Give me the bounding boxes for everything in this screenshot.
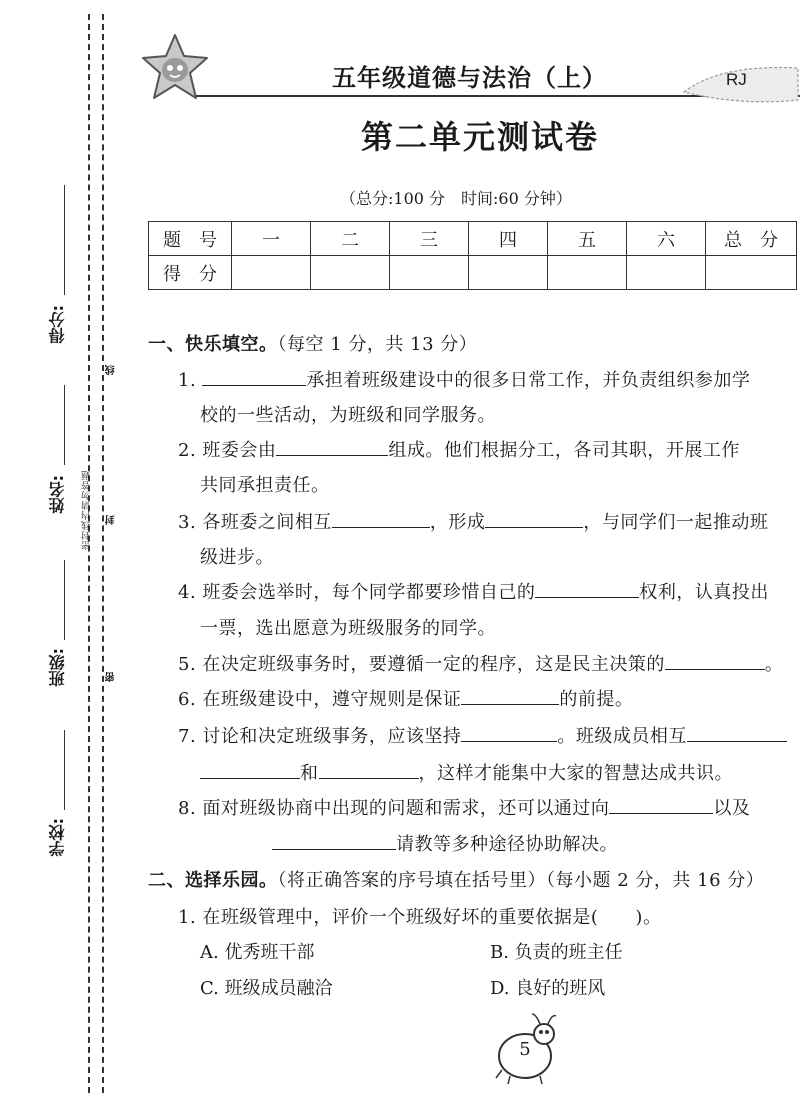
q8-blank-2[interactable] <box>272 831 396 850</box>
star-mascot-icon <box>140 32 210 104</box>
option-b[interactable]: B. 负责的班主任 <box>490 942 623 963</box>
q8-text-start: 8. 面对班级协商中出现的问题和需求，还可以通过向 <box>178 798 610 819</box>
binding-dashed-line-outer <box>88 14 90 1093</box>
q8-text-end: 请教等多种途径协助解决。 <box>396 834 618 855</box>
score-table-score-row <box>149 256 797 290</box>
school-label: 学校: <box>48 818 67 857</box>
q2-text-end: 组成。他们根据分工，各司其职，开展工作 <box>388 440 740 461</box>
seal-char-feng: 封 <box>106 515 117 525</box>
section2-q1: 1. 在班级管理中，评价一个班级好坏的重要依据是( )。 <box>178 907 662 928</box>
score-table-col: 三 <box>390 222 469 256</box>
score-table-col: 六 <box>627 222 706 256</box>
score-cell[interactable] <box>311 256 390 290</box>
q8-line-2 <box>272 830 618 856</box>
score-label: 得分: <box>48 305 67 344</box>
score-table-col: 一 <box>232 222 311 256</box>
page-title: 第二单元测试卷 <box>360 118 599 156</box>
q5-end: 。 <box>764 654 784 675</box>
q3-blank-1[interactable] <box>332 509 430 528</box>
q6-text-end: 的前提。 <box>559 689 634 710</box>
score-table-header-row <box>149 222 797 256</box>
q4-line <box>178 578 769 604</box>
score-cell[interactable] <box>469 256 548 290</box>
q7-blank-4[interactable] <box>319 760 419 779</box>
name-write-line <box>64 385 65 465</box>
score-table-col: 二 <box>311 222 390 256</box>
score-cell[interactable] <box>548 256 627 290</box>
q7-text-mid: 。班级成员相互 <box>557 726 687 747</box>
seal-char-mi: 密 <box>106 672 117 682</box>
q2-line-2: 共同承担责任。 <box>200 475 330 496</box>
seal-char-xian: 线 <box>106 365 117 375</box>
score-cell[interactable] <box>627 256 706 290</box>
q7-text-and: 和 <box>300 763 319 784</box>
q1-blank[interactable] <box>202 367 306 386</box>
q3-line-2: 级进步。 <box>200 547 274 568</box>
score-table-col: 五 <box>548 222 627 256</box>
section1-note: （每空 1 分，共 13 分） <box>277 334 478 355</box>
q8-line <box>178 794 750 820</box>
school-write-line <box>64 730 65 810</box>
q5-line <box>178 650 783 676</box>
q4-text-end: 权利，认真投出 <box>639 582 769 603</box>
q3-text-mid: ，形成 <box>429 512 486 533</box>
option-a[interactable]: A. 优秀班干部 <box>200 942 315 963</box>
q3-line <box>178 508 768 534</box>
option-c[interactable]: C. 班级成员融洽 <box>200 978 333 999</box>
score-table-row-label: 得 分 <box>149 256 232 290</box>
subject-title: 五年级道德与法治（上） <box>332 64 607 92</box>
q6-blank[interactable] <box>461 686 559 705</box>
q3-text-start: 3. 各班委之间相互 <box>178 512 332 533</box>
q7-blank-2[interactable] <box>687 723 787 742</box>
section1-heading-line <box>148 330 477 356</box>
score-table <box>148 221 797 290</box>
q8-blank-1[interactable] <box>609 795 713 814</box>
score-table-row-label: 题 号 <box>149 222 232 256</box>
section2-heading: 二、选择乐园。 <box>148 870 278 891</box>
q1-text: 承担着班级建设中的很多日常工作，并负责组织参加学 <box>306 370 751 391</box>
edition-label: RJ <box>726 70 747 89</box>
q3-text-end: ，与同学们一起推动班 <box>583 512 769 533</box>
section2-note: （将正确答案的序号填在括号里）（每小题 2 分，共 16 分） <box>277 870 765 891</box>
q7-line-2 <box>200 759 733 785</box>
q1-number: 1. <box>178 370 197 391</box>
q6-text-start: 6. 在班级建设中，遵守规则是保证 <box>178 689 462 710</box>
class-write-line <box>64 560 65 640</box>
q3-blank-2[interactable] <box>485 509 583 528</box>
exam-meta: （总分:100 分 时间:60 分钟） <box>340 189 572 208</box>
q4-blank[interactable] <box>535 579 639 598</box>
q7-blank-1[interactable] <box>461 723 557 742</box>
score-table-col: 总 分 <box>706 222 797 256</box>
q6-line <box>178 685 633 711</box>
section2-heading-line <box>148 866 764 892</box>
q7-blank-3[interactable] <box>200 760 300 779</box>
score-cell[interactable] <box>706 256 797 290</box>
binding-dashed-line-inner <box>102 14 104 1093</box>
score-cell[interactable] <box>232 256 311 290</box>
seal-note: 密封线内请勿答题 <box>82 470 92 550</box>
q4-line-2: 一票，选出愿意为班级服务的同学。 <box>200 618 496 639</box>
score-cell[interactable] <box>390 256 469 290</box>
q2-line <box>178 436 740 462</box>
score-write-line <box>64 185 65 295</box>
q7-text-end: ，这样才能集中大家的智慧达成共识。 <box>418 763 733 784</box>
q8-text-mid: 以及 <box>713 798 751 819</box>
page-number: 5 <box>519 1039 531 1060</box>
q5-blank[interactable] <box>665 651 765 670</box>
q1-line-2: 校的一些活动，为班级和同学服务。 <box>200 405 496 426</box>
q4-text-start: 4. 班委会选举时，每个同学都要珍惜自己的 <box>178 582 536 603</box>
q1-line <box>178 366 750 392</box>
q7-line <box>178 722 787 748</box>
q7-text-start: 7. 讨论和决定班级事务，应该坚持 <box>178 726 462 747</box>
section1-heading: 一、快乐填空。 <box>148 334 278 355</box>
option-d[interactable]: D. 良好的班风 <box>490 978 606 999</box>
score-table-col: 四 <box>469 222 548 256</box>
q5-text: 5. 在决定班级事务时，要遵循一定的程序，这是民主决策的 <box>178 654 665 675</box>
name-label: 姓名: <box>48 475 67 514</box>
class-label: 班级: <box>48 648 67 687</box>
q2-text-start: 2. 班委会由 <box>178 440 277 461</box>
q2-blank[interactable] <box>276 437 388 456</box>
